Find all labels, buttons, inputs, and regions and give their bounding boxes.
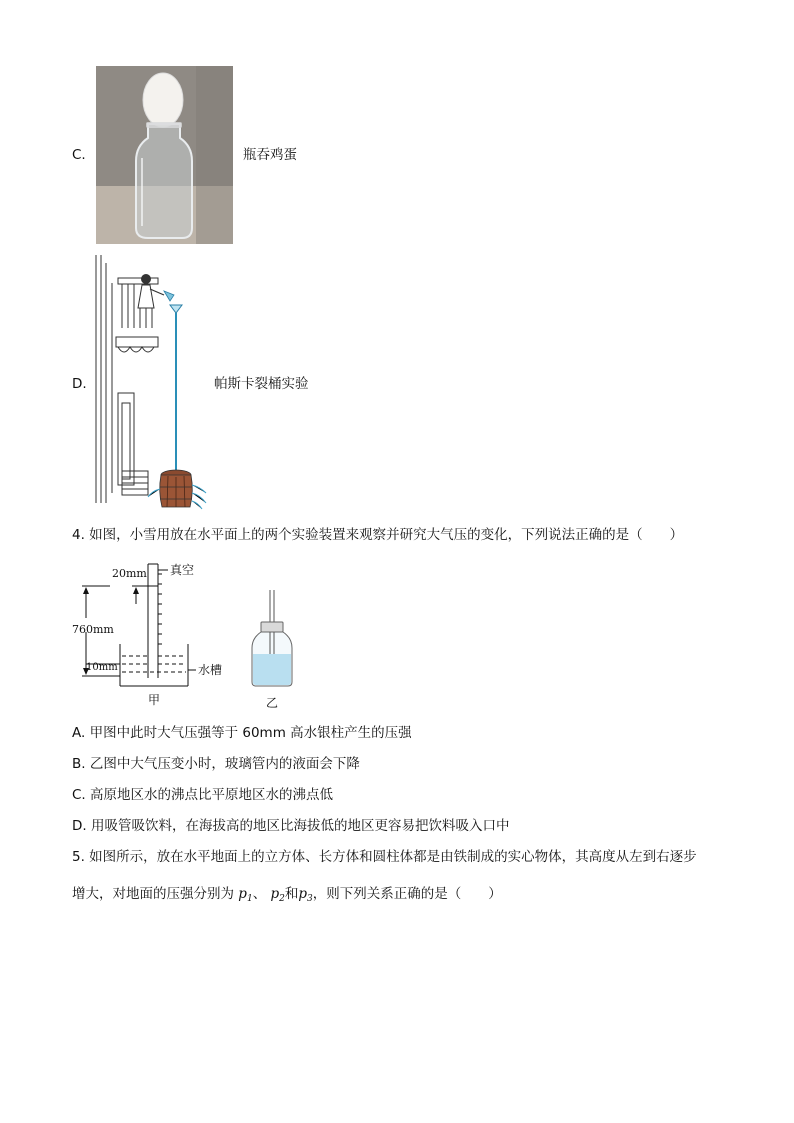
label-760mm: 760mm [72,623,114,636]
q5-line2 [72,886,502,907]
barometer-figure [70,560,240,710]
option-d-letter: D. [72,376,87,392]
pascal-barrel-illustration [92,253,212,511]
label-20mm: 20mm [112,567,147,580]
p3-symbol: $p_3$ [298,886,313,904]
q5-sep2: 和 [284,886,299,902]
option-c-caption: 瓶吞鸡蛋 [243,147,297,163]
option-d-caption: 帕斯卡裂桶实验 [214,376,309,392]
q4-option-a[interactable]: A. 甲图中此时大气压强等于 60mm 高水银柱产生的压强 [72,725,412,741]
label-10mm: 10mm [86,662,118,673]
q4-option-c[interactable]: C. 高原地区水的沸点比平原地区水的沸点低 [72,787,334,803]
label-trough: 水槽 [198,663,223,677]
caption-jia: 甲 [148,693,161,707]
p2-symbol: $p_2$ [270,886,285,904]
p1-symbol: $p_1$ [238,886,253,904]
q5-line2-a: 增大，对地面的压强分别为 [72,886,234,902]
q5-sep1: 、 [252,886,267,902]
bottle-barometer-figure [248,588,296,710]
caption-yi: 乙 [266,696,279,710]
q4-stem: 4. 如图，小雪用放在水平面上的两个实验装置来观察并研究大气压的变化，下列说法正确的是（ ） [72,527,684,543]
label-vacuum: 真空 [170,563,195,577]
q4-option-b[interactable]: B. 乙图中大气压变小时，玻璃管内的液面会下降 [72,756,360,772]
q5-line1: 5. 如图所示，放在水平地面上的立方体、长方体和圆柱体都是由铁制成的实心物体，其高度从左到右逐步 [72,849,697,865]
q5-line2-b: ，则下列关系正确的是（ ） [312,886,502,902]
q4-option-d[interactable]: D. 用吸管吸饮料，在海拔高的地区比海拔低的地区更容易把饮料吸入口中 [72,818,510,834]
egg-bottle-photo [96,66,233,244]
option-c-letter: C. [72,147,86,163]
